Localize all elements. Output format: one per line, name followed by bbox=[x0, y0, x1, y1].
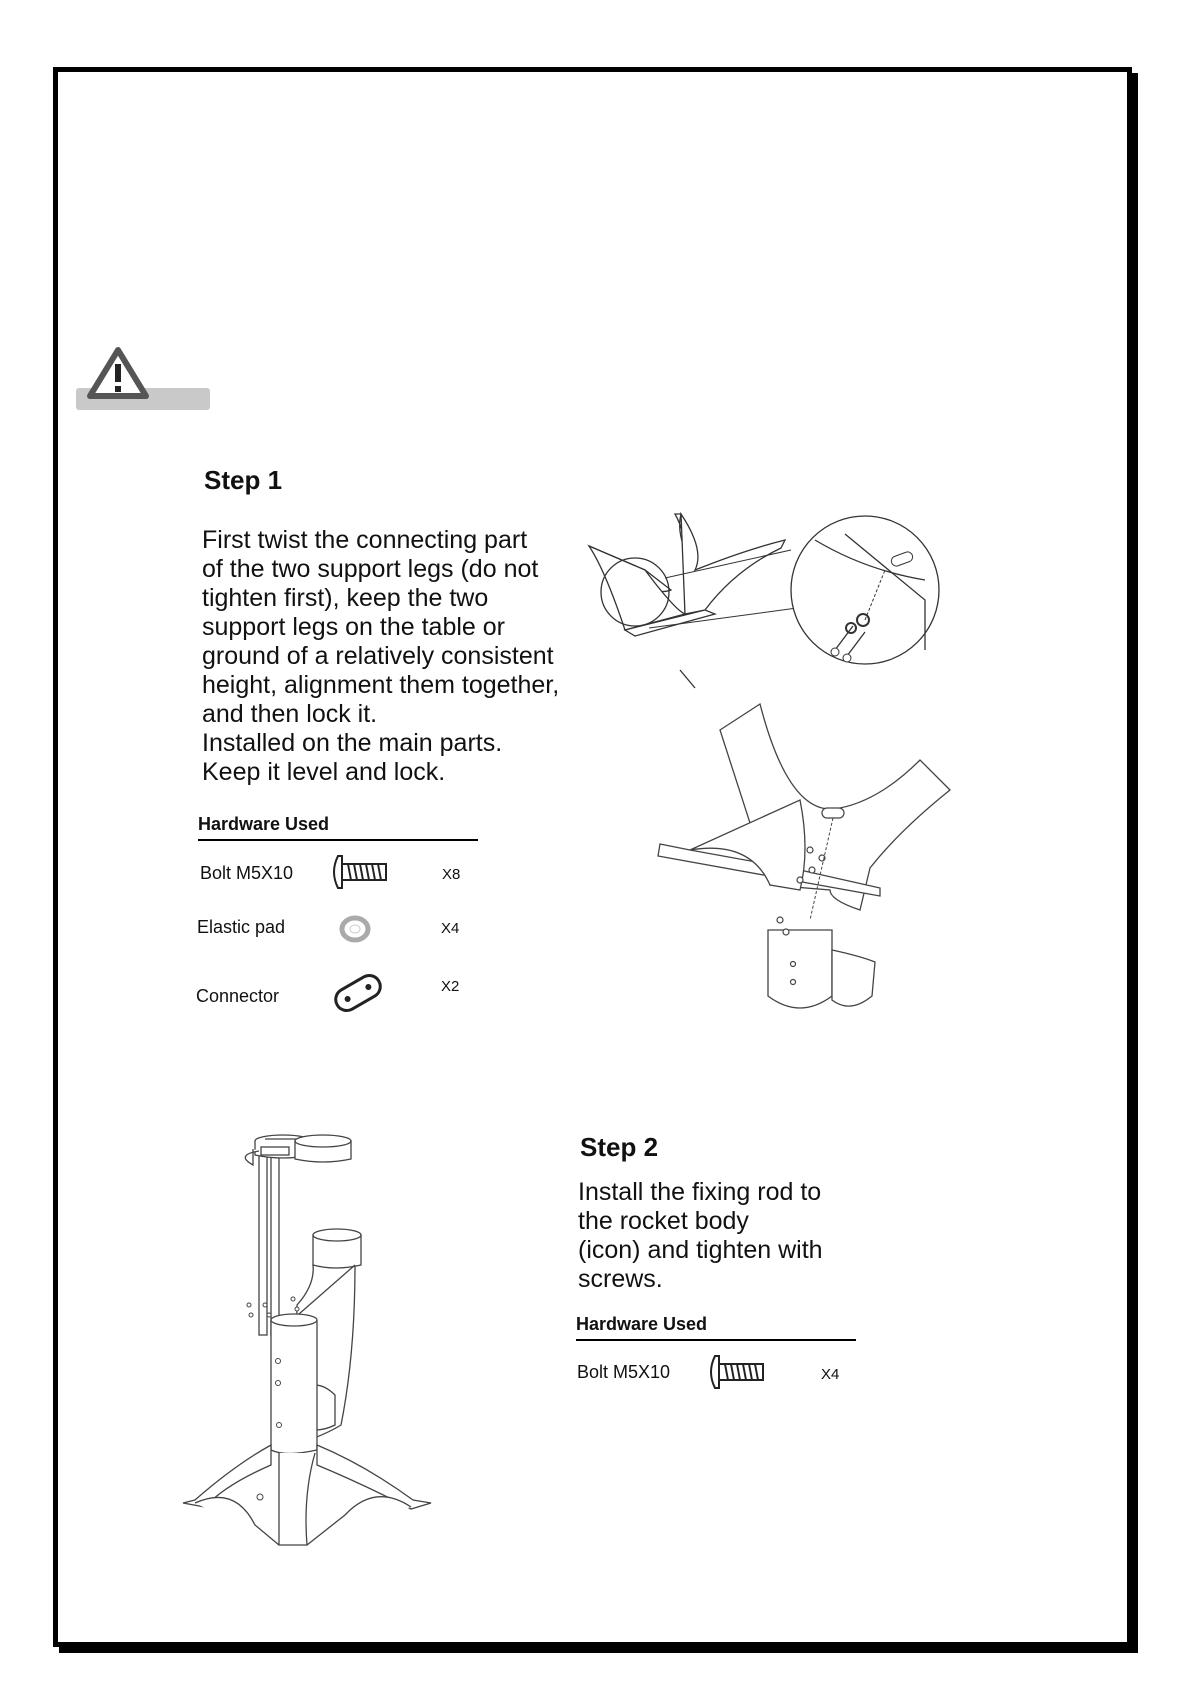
step2-instructions: Install the fixing rod to the rocket body (icon) and tighten with screws. bbox=[578, 1178, 823, 1293]
step1-assembly-illustration bbox=[650, 700, 980, 1020]
step1-hardware-qty: X8 bbox=[442, 866, 461, 883]
step1-detail-illustration bbox=[585, 510, 945, 690]
step1-hardware-title: Hardware Used bbox=[198, 814, 478, 841]
step1-hardware-name: Elastic pad bbox=[197, 917, 286, 937]
step2-hardware-name: Bolt M5X10 bbox=[577, 1362, 671, 1382]
bolt-icon bbox=[705, 1352, 767, 1392]
step1-hardware-name: Bolt M5X10 bbox=[200, 863, 294, 883]
warning-banner bbox=[76, 346, 210, 412]
step1-title: Step 1 bbox=[204, 465, 283, 495]
arrow-down-icon bbox=[680, 670, 695, 688]
step2-rocket-illustration bbox=[175, 1125, 435, 1555]
step1-hardware-qty: X2 bbox=[441, 978, 460, 995]
elastic-pad-icon bbox=[337, 914, 373, 944]
warning-triangle-icon bbox=[86, 346, 150, 400]
step1-hardware-name: Connector bbox=[196, 986, 280, 1006]
step2-hardware-title: Hardware Used bbox=[576, 1314, 856, 1341]
connector-icon bbox=[330, 968, 386, 1018]
step1-hardware-qty: X4 bbox=[441, 920, 460, 937]
step1-instructions: First twist the connecting part of the two support legs (do not tighten first), keep the two support legs on the table or ground of a relatively consistent height, alignment them together, and then lock it. Installed on the main parts. Keep it level and lock. bbox=[202, 526, 560, 786]
step2-title: Step 2 bbox=[580, 1132, 659, 1162]
step2-hardware-qty: X4 bbox=[821, 1366, 840, 1383]
bolt-icon bbox=[328, 852, 390, 892]
